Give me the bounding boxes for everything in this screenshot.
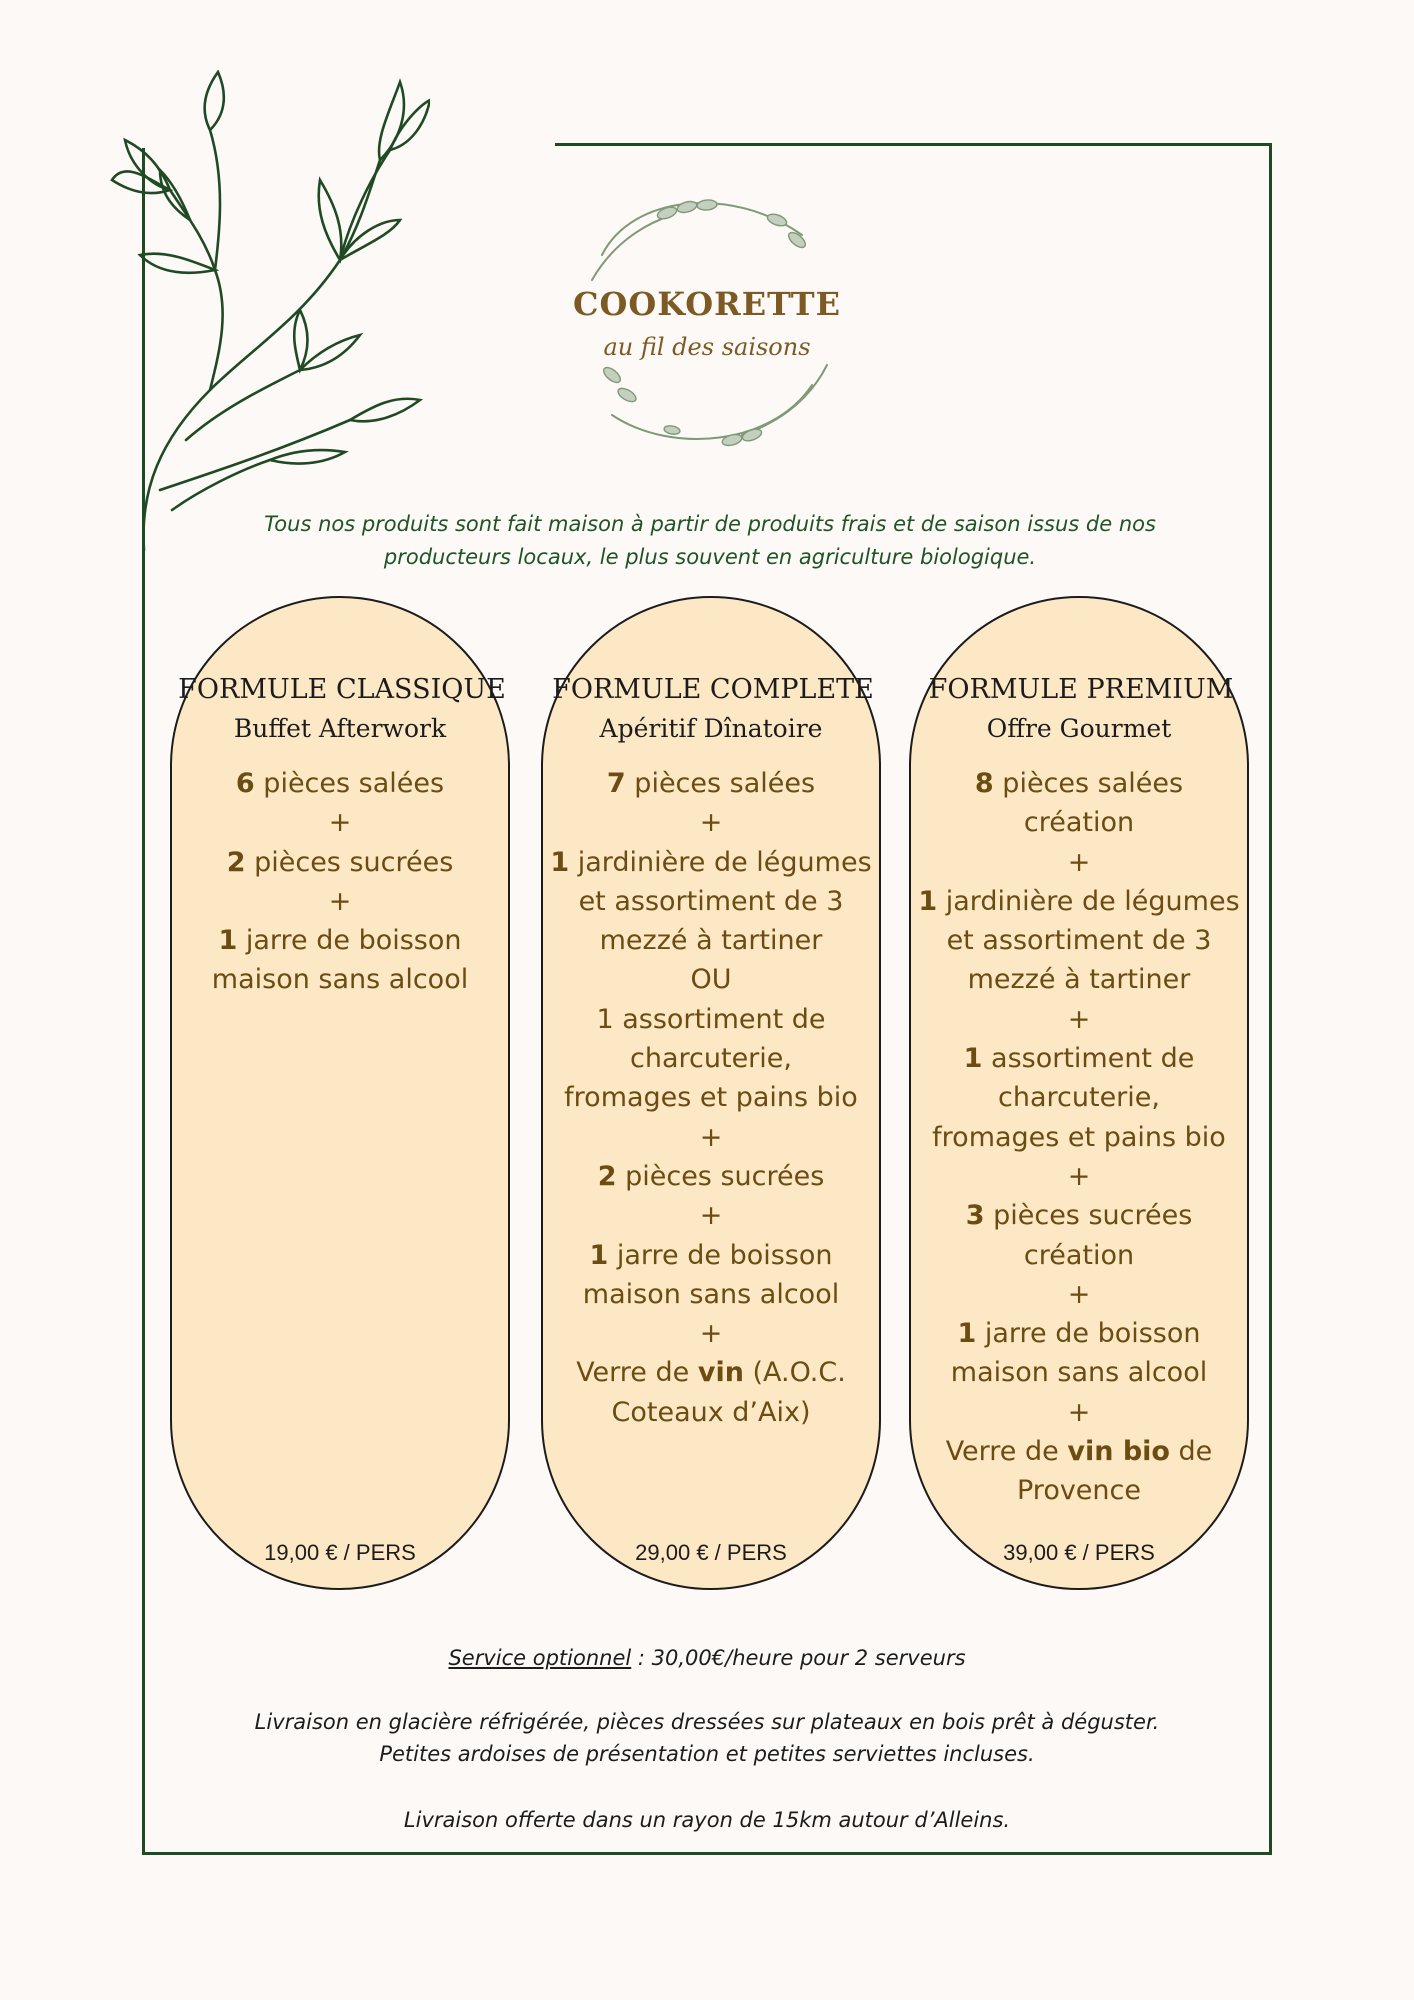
card-line	[891, 1039, 1267, 1078]
card-line	[152, 1314, 528, 1353]
card-line	[152, 1118, 528, 1157]
card-line-text: Verre de	[945, 1436, 1068, 1468]
card-line-text: +	[699, 1318, 723, 1350]
card-line-text: Coteaux d’Aix)	[611, 1396, 811, 1428]
card-line-text: fromages et pains bio	[932, 1121, 1226, 1153]
card-line-count: 1	[957, 1318, 977, 1350]
card-line-count: 1	[589, 1239, 609, 1271]
card-line-text: création	[1023, 807, 1135, 839]
card-line-text: +	[699, 807, 723, 839]
card-subtitle: Offre Gourmet	[986, 714, 1172, 743]
card-content	[152, 764, 528, 1511]
free-delivery-note: Livraison offerte dans un rayon de 15km autour d’Alleins.	[403, 1808, 1011, 1832]
formula-card-premium	[909, 596, 1249, 1590]
card-line	[152, 1471, 528, 1510]
card-line-text: OU	[690, 964, 732, 996]
card-line	[891, 1275, 1267, 1314]
card-line-text: +	[1067, 1278, 1091, 1310]
card-line-text	[336, 1200, 345, 1231]
card-line	[152, 1078, 528, 1117]
wreath-icon	[572, 185, 842, 465]
card-line-text: création	[1023, 1239, 1135, 1271]
card-line-highlight: vin	[697, 1357, 744, 1389]
intro-line: producteurs locaux, le plus souvent en agriculture biologique.	[383, 545, 1037, 569]
card-title: FORMULE CLASSIQUE	[178, 674, 506, 705]
card-line	[152, 921, 528, 960]
card-line-text	[336, 1397, 345, 1428]
card-line-count: 2	[597, 1160, 617, 1192]
card-line	[523, 1275, 899, 1314]
card-line	[891, 1196, 1267, 1235]
card-line	[523, 1353, 899, 1392]
card-line-text: de	[1169, 1436, 1213, 1468]
card-line	[891, 1236, 1267, 1275]
card-line-text: jarre de boisson	[608, 1239, 833, 1271]
card-line	[152, 1432, 528, 1471]
card-line-text: Provence	[1017, 1475, 1141, 1507]
card-line	[523, 1039, 899, 1078]
card-line	[523, 843, 899, 882]
card-line	[152, 1393, 528, 1432]
card-line-text: jarre de boisson	[237, 925, 462, 957]
delivery-line: Petites ardoises de présentation et petites serviettes incluses.	[379, 1742, 1035, 1766]
formula-card-classique	[170, 596, 510, 1590]
card-line	[891, 921, 1267, 960]
card-line-text: et assortiment de 3	[578, 885, 844, 917]
brand-title: COOKORETTE	[573, 285, 841, 323]
card-line-text: jardinière de légumes	[937, 885, 1240, 917]
card-line	[152, 1157, 528, 1196]
card-line-text	[336, 1475, 345, 1506]
card-line	[891, 1471, 1267, 1510]
card-line-text: Verre de	[576, 1357, 698, 1389]
card-line	[891, 1000, 1267, 1039]
card-line	[523, 1432, 899, 1471]
card-line	[523, 1393, 899, 1432]
card-line	[523, 1196, 899, 1235]
card-line	[523, 1157, 899, 1196]
card-line	[152, 882, 528, 921]
card-content	[891, 764, 1267, 1511]
card-line-text: mezzé à tartiner	[967, 964, 1191, 996]
card-line-text	[336, 1161, 345, 1192]
card-line	[523, 1118, 899, 1157]
card-line-text	[336, 1240, 345, 1271]
card-line-text: fromages et pains bio	[564, 1082, 858, 1114]
card-title: FORMULE PREMIUM	[928, 674, 1234, 705]
intro-line: Tous nos produits sont fait maison à partir de produits frais et de saison issus de nos	[264, 512, 1156, 536]
card-line	[891, 843, 1267, 882]
card-line-text: +	[328, 807, 352, 839]
card-line	[891, 1078, 1267, 1117]
card-line-text: (A.O.C.	[743, 1357, 846, 1389]
card-price: 29,00 € / PERS	[635, 1540, 787, 1565]
card-line-text	[336, 1122, 345, 1153]
card-line	[891, 764, 1267, 803]
card-line-text	[336, 1357, 345, 1388]
card-line	[891, 882, 1267, 921]
brand-logo	[572, 185, 842, 465]
card-line	[152, 1275, 528, 1314]
card-line-text: charcuterie,	[998, 1082, 1160, 1114]
card-line-count: 1	[550, 846, 570, 878]
card-line	[152, 803, 528, 842]
card-line-text: pièces sucrées	[616, 1160, 825, 1192]
card-line-text: +	[1067, 846, 1091, 878]
card-line-text	[336, 1436, 345, 1467]
card-line	[891, 1118, 1267, 1157]
card-line-text: pièces salées	[625, 768, 816, 799]
card-line	[523, 1078, 899, 1117]
card-line-text: pièces sucrées	[984, 1200, 1193, 1232]
card-subtitle: Buffet Afterwork	[233, 714, 447, 743]
card-line-text: +	[1067, 1003, 1091, 1035]
card-line-text: jarre de boisson	[976, 1318, 1201, 1350]
card-line-count: 1	[918, 885, 938, 917]
card-line-text: et assortiment de 3	[946, 925, 1212, 957]
card-line-text: pièces salées	[993, 768, 1184, 799]
card-title: FORMULE COMPLETE	[552, 674, 874, 705]
card-line	[523, 803, 899, 842]
card-line-text: 1 assortiment de	[596, 1003, 826, 1035]
card-line-text	[336, 1279, 345, 1310]
card-line	[891, 1432, 1267, 1471]
card-line	[152, 764, 528, 803]
card-content	[523, 764, 899, 1511]
card-line	[891, 1353, 1267, 1392]
card-price: 39,00 € / PERS	[1003, 1540, 1155, 1565]
card-line	[152, 1353, 528, 1392]
card-line-count: 8	[974, 768, 994, 799]
card-line	[523, 1314, 899, 1353]
card-line-count: 6	[235, 768, 255, 799]
card-line-text: assortiment de	[982, 1043, 1195, 1075]
card-subtitle: Apéritif Dînatoire	[599, 714, 823, 743]
card-line-count: 7	[606, 768, 626, 799]
card-line	[523, 882, 899, 921]
intro-text	[210, 508, 1210, 574]
card-line	[152, 1039, 528, 1078]
card-line-text	[336, 1004, 345, 1035]
formula-card-complete	[541, 596, 881, 1590]
card-line-text: mezzé à tartiner	[599, 925, 823, 957]
card-line	[891, 1314, 1267, 1353]
card-line	[891, 1157, 1267, 1196]
card-line-count: 1	[963, 1043, 983, 1075]
service-label: Service optionnel	[448, 1646, 632, 1670]
delivery-line: Livraison en glacière réfrigérée, pièces dressées sur plateaux en bois prêt à déguster.	[254, 1710, 1160, 1734]
card-line	[523, 1000, 899, 1039]
card-line-text	[336, 1082, 345, 1113]
card-line	[523, 1471, 899, 1510]
card-line	[523, 960, 899, 999]
card-price: 19,00 € / PERS	[264, 1540, 416, 1565]
delivery-note	[150, 1706, 1264, 1770]
card-line-highlight: vin bio	[1067, 1436, 1170, 1468]
brand-subtitle: au fil des saisons	[603, 333, 811, 361]
card-line-text	[336, 1318, 345, 1349]
card-line-text: charcuterie,	[630, 1043, 792, 1075]
card-line-text: maison sans alcool	[211, 964, 469, 996]
service-text: : 30,00€/heure pour 2 serveurs	[631, 1646, 966, 1670]
card-line	[523, 764, 899, 803]
card-line-text: +	[699, 1121, 723, 1153]
card-line-text	[336, 1043, 345, 1074]
card-line-text: +	[1067, 1396, 1091, 1428]
card-line-text: maison sans alcool	[950, 1357, 1208, 1389]
card-line	[152, 1000, 528, 1039]
card-line-text: pièces salées	[254, 768, 445, 799]
card-line-text: maison sans alcool	[582, 1278, 840, 1310]
card-line-count: 1	[218, 925, 238, 957]
card-line-text: +	[1067, 1160, 1091, 1192]
service-note	[150, 1642, 1264, 1674]
card-line-count: 2	[226, 846, 246, 878]
card-line	[152, 1236, 528, 1275]
card-line	[152, 843, 528, 882]
card-line-text: +	[328, 885, 352, 917]
card-line-text: +	[699, 1200, 723, 1232]
card-line-count: 3	[965, 1200, 985, 1232]
card-line	[891, 960, 1267, 999]
card-line-text: pièces sucrées	[245, 846, 454, 878]
card-line-text: jardinière de légumes	[569, 846, 872, 878]
card-line-text	[707, 1475, 716, 1506]
card-line	[891, 803, 1267, 842]
card-line	[523, 1236, 899, 1275]
card-line	[523, 921, 899, 960]
card-line	[152, 1196, 528, 1235]
card-line	[152, 960, 528, 999]
card-line-text	[707, 1436, 716, 1467]
card-line	[891, 1393, 1267, 1432]
